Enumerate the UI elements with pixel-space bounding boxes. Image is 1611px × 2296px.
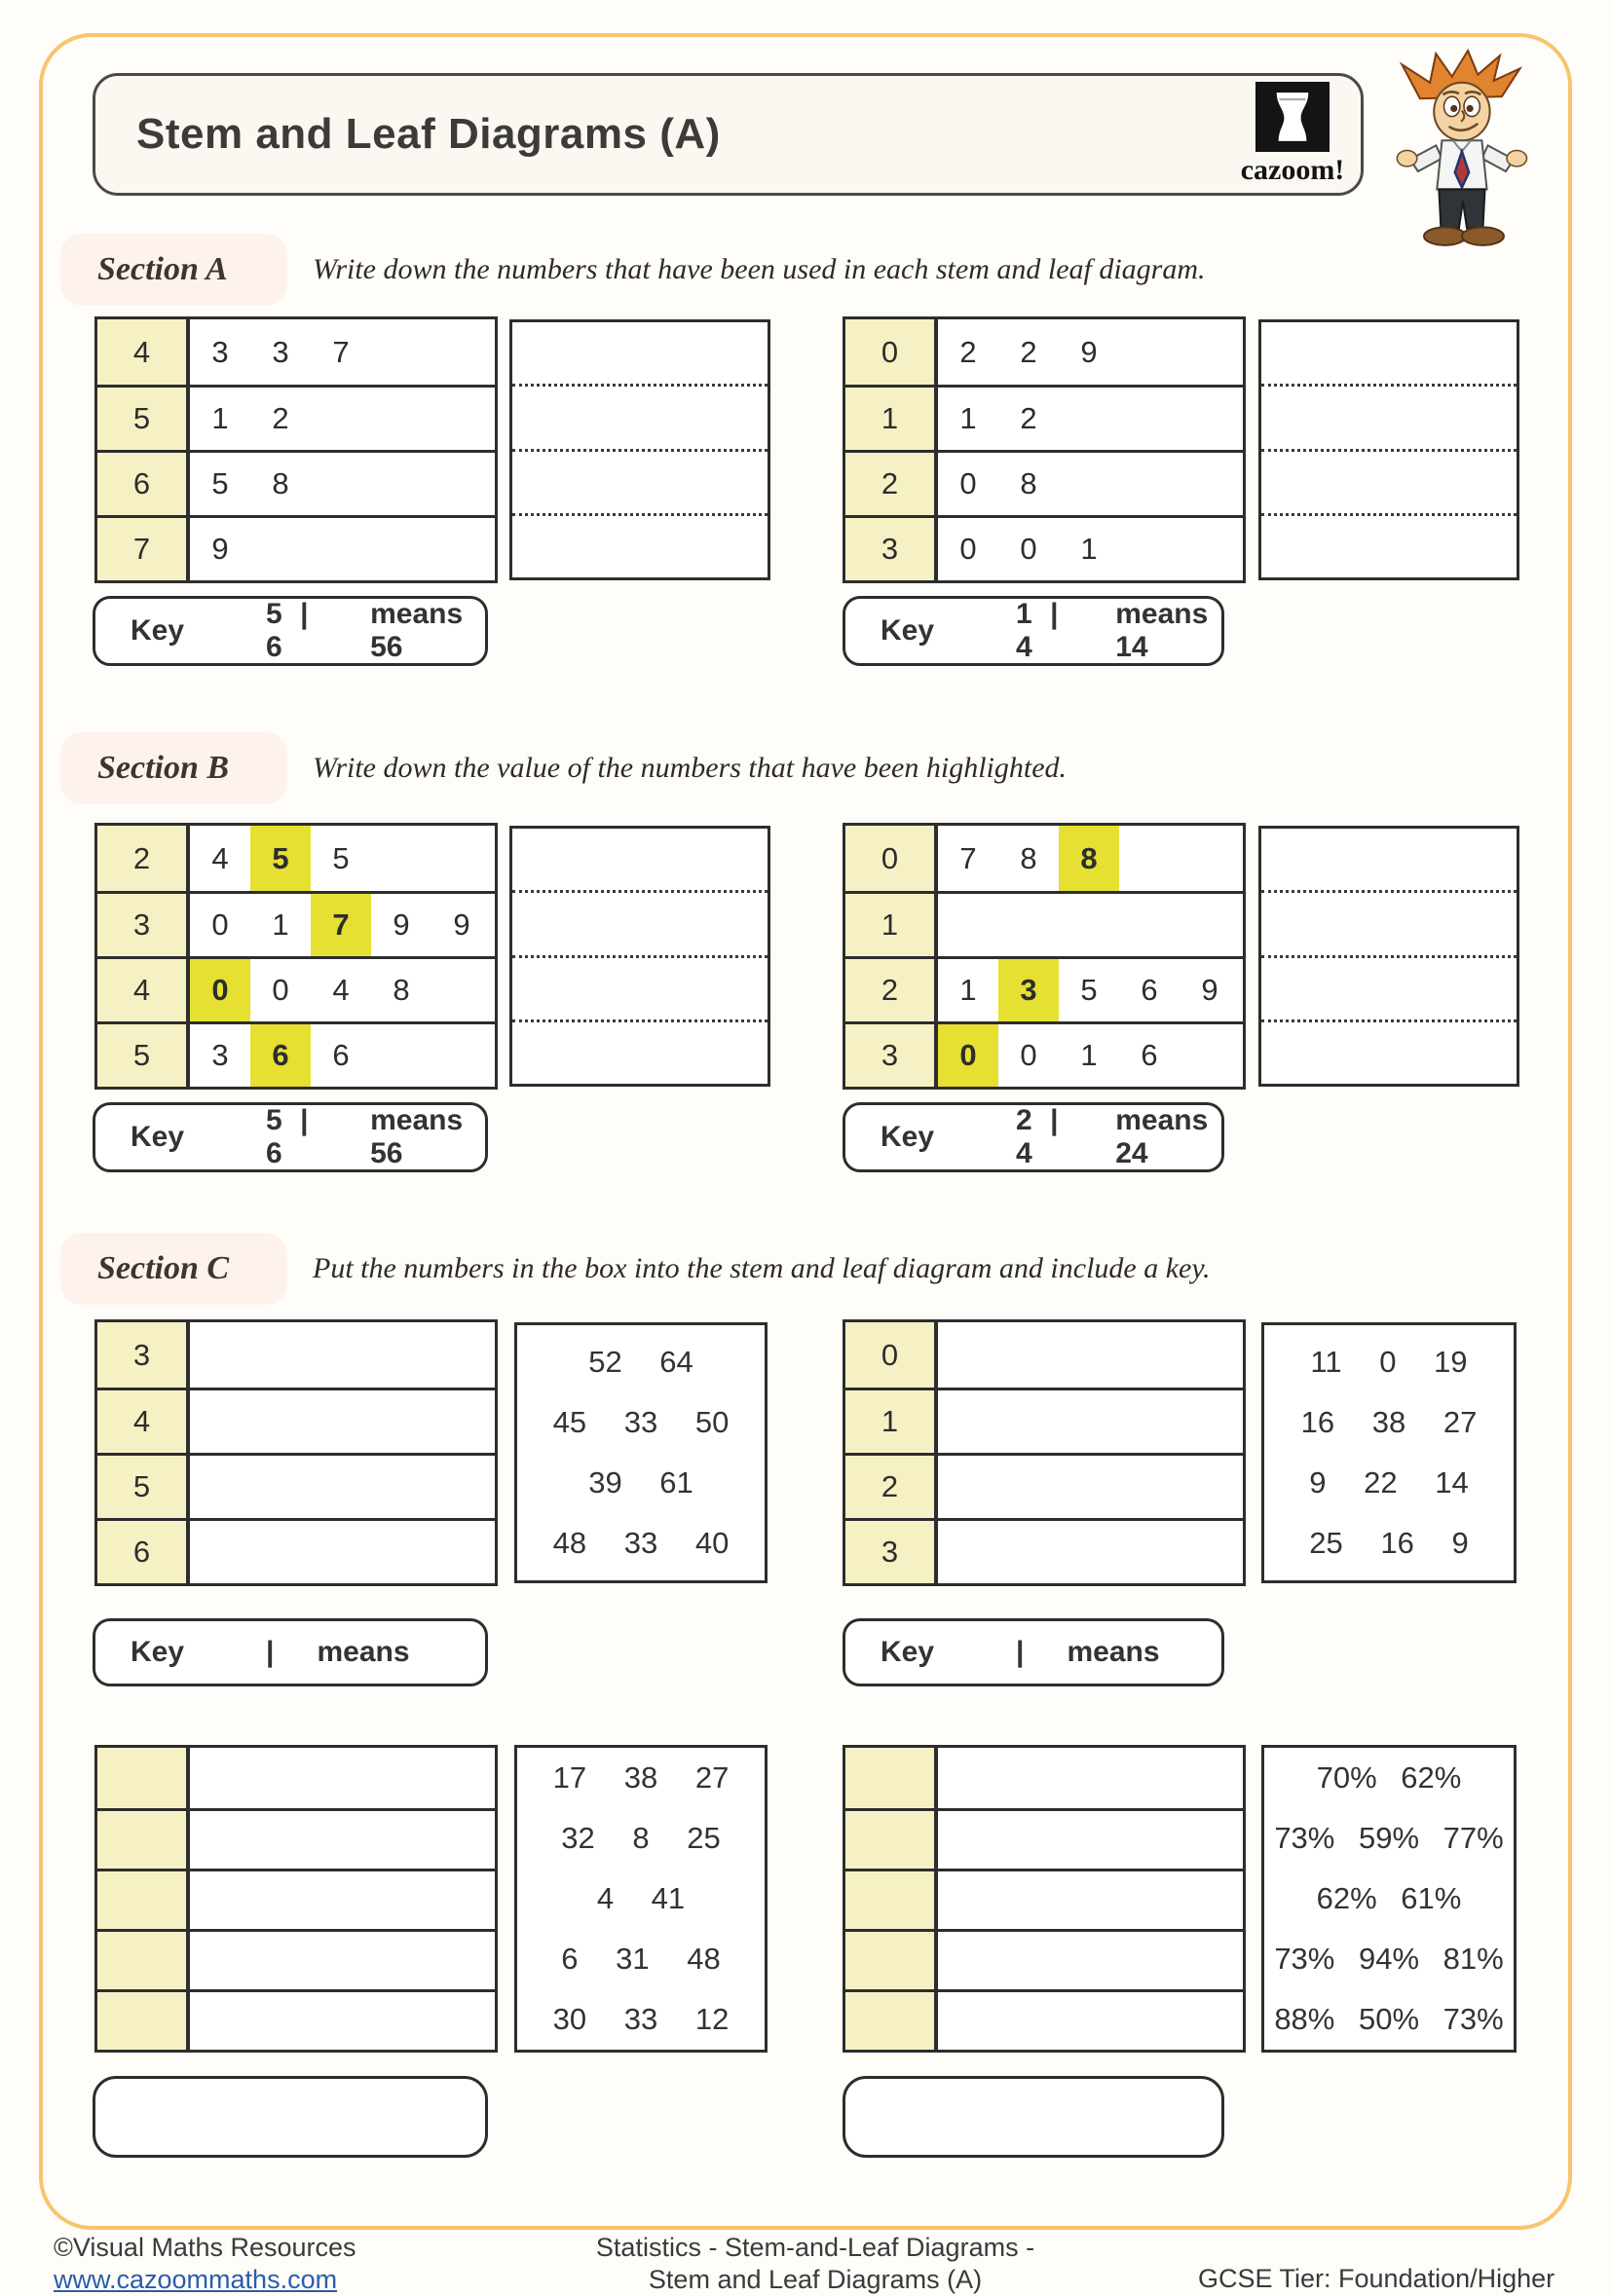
stem-cell: 3 xyxy=(845,518,938,580)
leaf-value: 9 xyxy=(1201,973,1218,1007)
leaf-value: 8 xyxy=(1020,840,1037,875)
leaf-value: 3 xyxy=(211,334,229,369)
number-line: 25 16 9 xyxy=(1309,1526,1469,1560)
key-example: 2 | 4 xyxy=(1016,1104,1059,1169)
footer-website-link[interactable]: www.cazoommaths.com xyxy=(54,2265,338,2294)
section-c-instruction: Put the numbers in the box into the stem and leaf diagram and include a key. xyxy=(313,1252,1211,1284)
leaf-cells xyxy=(938,388,1243,450)
table-row xyxy=(845,319,1243,385)
leaf-value: 7 xyxy=(959,840,977,875)
stem-leaf-table-b1 xyxy=(94,823,498,1090)
leaf-value-highlighted: 7 xyxy=(311,894,371,956)
key-label: Key xyxy=(131,1121,185,1153)
footer-credit-text: ©Visual Maths Resources xyxy=(54,2233,356,2262)
leaf-cells-empty xyxy=(938,1992,1243,2050)
number-line: 11 0 19 xyxy=(1310,1345,1468,1379)
leaf-cells-empty xyxy=(938,1748,1243,1808)
numbers-box-c4 xyxy=(1261,1745,1517,2053)
leaf-value-highlighted: 0 xyxy=(938,1024,998,1087)
leaf-cells xyxy=(190,453,495,515)
leaf-value: 7 xyxy=(332,334,350,369)
stem-cell-empty xyxy=(845,1748,938,1808)
footer-topic-line2: Stem and Leaf Diagrams (A) xyxy=(648,2265,983,2294)
leaf-value-highlighted: 0 xyxy=(190,959,250,1021)
leaf-value: 8 xyxy=(272,466,289,500)
answer-line xyxy=(1261,452,1517,516)
leaf-cells-empty xyxy=(938,1456,1243,1518)
leaf-cells xyxy=(190,894,495,956)
answer-line xyxy=(1261,387,1517,451)
key-example: | xyxy=(1016,1636,1025,1668)
table-row xyxy=(845,1989,1243,2050)
stem-cell: 3 xyxy=(845,1024,938,1087)
answer-line xyxy=(512,1022,768,1084)
leaf-value: 1 xyxy=(272,907,289,942)
leaf-cells-empty xyxy=(190,1390,495,1453)
leaf-value-highlighted: 6 xyxy=(250,1024,311,1087)
footer-topic xyxy=(474,2232,1156,2296)
number-line: 9 22 14 xyxy=(1309,1465,1469,1500)
leaf-value: 1 xyxy=(211,401,229,435)
table-row xyxy=(845,956,1243,1021)
leaf-cells-empty xyxy=(190,1932,495,1989)
leaf-value: 0 xyxy=(959,466,977,500)
table-row xyxy=(97,1388,495,1453)
stem-cell-empty xyxy=(845,1871,938,1929)
stem-cell-empty xyxy=(97,1932,190,1989)
stem-cell: 4 xyxy=(97,319,190,385)
leaf-cells-empty xyxy=(938,1390,1243,1453)
stem-cell: 4 xyxy=(97,959,190,1021)
stem-cell: 5 xyxy=(97,1456,190,1518)
leaf-value: 4 xyxy=(332,973,350,1007)
section-a-label xyxy=(60,234,287,306)
key-label: Key xyxy=(880,1121,935,1153)
answer-line xyxy=(512,893,768,957)
stem-cell: 2 xyxy=(97,826,190,891)
leaf-value: 1 xyxy=(1080,532,1098,566)
key-meaning: means 24 xyxy=(1115,1104,1209,1169)
table-row xyxy=(97,1869,495,1929)
table-row xyxy=(97,1322,495,1388)
key-meaning: means xyxy=(317,1636,410,1668)
leaf-value: 3 xyxy=(272,334,289,369)
stem-cell: 2 xyxy=(845,959,938,1021)
numbers-box-c3 xyxy=(514,1745,768,2053)
leaf-cells-empty xyxy=(190,1748,495,1808)
leaf-cells-empty xyxy=(190,1322,495,1388)
leaf-value: 2 xyxy=(1020,401,1037,435)
section-b-label xyxy=(60,732,287,804)
table-row xyxy=(97,1021,495,1087)
answer-box-b2 xyxy=(1258,826,1519,1087)
cazoom-logo-icon xyxy=(1255,82,1330,152)
stem-cell: 2 xyxy=(845,453,938,515)
leaf-value: 0 xyxy=(1020,532,1037,566)
stem-leaf-table-c1 xyxy=(94,1319,498,1586)
page-title: Stem and Leaf Diagrams (A) xyxy=(136,110,721,158)
leaf-value: 8 xyxy=(1020,466,1037,500)
leaf-cells-empty xyxy=(938,1322,1243,1388)
leaf-cells xyxy=(938,518,1243,580)
number-line: 16 38 27 xyxy=(1300,1405,1478,1439)
leaf-cells xyxy=(938,826,1243,891)
key-box-b2 xyxy=(843,1102,1224,1172)
table-row xyxy=(97,891,495,956)
table-row xyxy=(845,1322,1243,1388)
leaf-value: 2 xyxy=(272,401,289,435)
stem-cell: 0 xyxy=(845,319,938,385)
table-row xyxy=(845,1808,1243,1869)
leaf-cells-empty xyxy=(938,1932,1243,1989)
leaf-value-highlighted: 8 xyxy=(1059,826,1119,891)
number-line: 32 8 25 xyxy=(561,1821,721,1855)
leaf-value: 9 xyxy=(211,532,229,566)
stem-cell: 7 xyxy=(97,518,190,580)
number-line: 6 31 48 xyxy=(561,1942,721,1976)
answer-line xyxy=(1261,1022,1517,1084)
answer-line xyxy=(1261,829,1517,893)
key-box-c4-blank xyxy=(843,2076,1224,2158)
stem-cell: 3 xyxy=(845,1521,938,1583)
stem-leaf-table-c4 xyxy=(843,1745,1246,2053)
stem-cell-empty xyxy=(845,1932,938,1989)
key-box-c1 xyxy=(93,1618,488,1686)
section-c-header xyxy=(60,1233,1211,1305)
table-row xyxy=(97,319,495,385)
stem-cell: 1 xyxy=(845,1390,938,1453)
leaf-cells-empty xyxy=(190,1992,495,2050)
answer-line xyxy=(1261,516,1517,577)
leaf-value: 0 xyxy=(959,532,977,566)
key-example: | xyxy=(266,1636,275,1668)
leaf-cells-empty xyxy=(938,1811,1243,1869)
number-line: 45 33 50 xyxy=(552,1405,730,1439)
table-row xyxy=(97,1453,495,1518)
leaf-value: 0 xyxy=(272,973,289,1007)
leaf-cells-empty xyxy=(190,1456,495,1518)
answer-box-b1 xyxy=(509,826,770,1087)
leaf-cells xyxy=(938,894,1243,956)
table-row xyxy=(845,1748,1243,1808)
table-row xyxy=(845,1388,1243,1453)
leaf-value: 0 xyxy=(211,907,229,942)
leaf-cells xyxy=(938,319,1243,385)
leaf-cells xyxy=(190,518,495,580)
table-row xyxy=(97,515,495,580)
table-row xyxy=(97,1989,495,2050)
number-line: 62% 61% xyxy=(1316,1881,1462,1915)
key-label: Key xyxy=(131,614,185,647)
leaf-cells-empty xyxy=(938,1871,1243,1929)
leaf-cells-empty xyxy=(938,1521,1243,1583)
table-row xyxy=(845,385,1243,450)
stem-cell: 1 xyxy=(845,894,938,956)
stem-leaf-table-a1 xyxy=(94,316,498,583)
answer-line xyxy=(512,958,768,1022)
leaf-value: 6 xyxy=(1141,1038,1158,1072)
stem-cell-empty xyxy=(97,1748,190,1808)
key-example: 1 | 4 xyxy=(1016,598,1059,663)
number-line: 73% 94% 81% xyxy=(1274,1942,1504,1976)
leaf-cells-empty xyxy=(190,1871,495,1929)
answer-line xyxy=(1261,958,1517,1022)
leaf-cells xyxy=(190,319,495,385)
key-meaning: means 56 xyxy=(370,598,464,663)
stem-cell-empty xyxy=(97,1992,190,2050)
number-line: 39 61 xyxy=(588,1465,693,1500)
stem-cell: 3 xyxy=(97,1322,190,1388)
answer-line xyxy=(512,387,768,451)
table-row xyxy=(845,1869,1243,1929)
answer-box-a2 xyxy=(1258,319,1519,580)
cazoom-logo xyxy=(1229,82,1356,187)
leaf-value: 3 xyxy=(211,1038,229,1072)
leaf-cells xyxy=(938,1024,1243,1087)
key-example: 5 | 6 xyxy=(266,598,309,663)
stem-cell: 5 xyxy=(97,388,190,450)
number-line: 70% 62% xyxy=(1316,1760,1462,1795)
leaf-value-highlighted: 3 xyxy=(998,959,1059,1021)
table-row xyxy=(97,1929,495,1989)
stem-cell: 5 xyxy=(97,1024,190,1087)
leaf-value: 5 xyxy=(1080,973,1098,1007)
answer-line xyxy=(512,452,768,516)
leaf-value: 6 xyxy=(1141,973,1158,1007)
leaf-value: 5 xyxy=(211,466,229,500)
leaf-cells xyxy=(190,826,495,891)
table-row xyxy=(97,1748,495,1808)
footer-topic-line1: Statistics - Stem-and-Leaf Diagrams - xyxy=(595,2233,1035,2262)
table-row xyxy=(97,956,495,1021)
leaf-cells-empty xyxy=(190,1811,495,1869)
cazoom-logo-text: cazoom! xyxy=(1240,154,1345,186)
table-row xyxy=(845,1021,1243,1087)
key-box-a1 xyxy=(93,596,488,666)
leaf-value: 2 xyxy=(1020,334,1037,369)
stem-leaf-table-c2 xyxy=(843,1319,1246,1586)
leaf-value: 9 xyxy=(393,907,410,942)
section-c-label xyxy=(60,1233,287,1305)
stem-cell-empty xyxy=(845,1811,938,1869)
stem-cell: 1 xyxy=(845,388,938,450)
number-line: 4 41 xyxy=(596,1881,686,1915)
answer-line xyxy=(512,516,768,577)
stem-cell: 6 xyxy=(97,453,190,515)
leaf-value: 0 xyxy=(1020,1038,1037,1072)
numbers-box-c2 xyxy=(1261,1322,1517,1583)
stem-cell: 4 xyxy=(97,1390,190,1453)
stem-cell: 6 xyxy=(97,1521,190,1583)
number-line: 88% 50% 73% xyxy=(1274,2002,1504,2036)
key-meaning: means 56 xyxy=(370,1104,464,1169)
key-label: Key xyxy=(131,1636,185,1668)
table-row xyxy=(845,1518,1243,1583)
table-row xyxy=(845,891,1243,956)
table-row xyxy=(845,515,1243,580)
answer-line xyxy=(1261,893,1517,957)
leaf-value: 4 xyxy=(211,840,229,875)
leaf-value: 9 xyxy=(1080,334,1098,369)
section-b-instruction: Write down the value of the numbers that have been highlighted. xyxy=(313,752,1068,784)
leaf-cells xyxy=(190,388,495,450)
leaf-value-highlighted: 5 xyxy=(250,826,311,891)
answer-line xyxy=(512,322,768,387)
stem-cell: 0 xyxy=(845,1322,938,1388)
leaf-cells xyxy=(938,959,1243,1021)
key-label: Key xyxy=(880,1636,935,1668)
leaf-value: 1 xyxy=(959,973,977,1007)
section-a-instruction: Write down the numbers that have been used in each stem and leaf diagram. xyxy=(313,253,1206,285)
leaf-cells xyxy=(190,959,495,1021)
footer-credit xyxy=(54,2232,356,2296)
stem-leaf-table-c3 xyxy=(94,1745,498,2053)
stem-cell-empty xyxy=(97,1871,190,1929)
number-line: 17 38 27 xyxy=(552,1760,730,1795)
stem-leaf-table-b2 xyxy=(843,823,1246,1090)
key-box-c3-blank xyxy=(93,2076,488,2158)
leaf-cells-empty xyxy=(190,1521,495,1583)
key-box-a2 xyxy=(843,596,1224,666)
table-row xyxy=(97,1808,495,1869)
table-row xyxy=(845,1453,1243,1518)
leaf-value: 5 xyxy=(332,840,350,875)
cazoom-character-illustration xyxy=(1389,49,1541,253)
numbers-box-c1 xyxy=(514,1322,768,1583)
number-line: 73% 59% 77% xyxy=(1274,1821,1504,1855)
stem-cell-empty xyxy=(845,1992,938,2050)
leaf-value: 2 xyxy=(959,334,977,369)
table-row xyxy=(97,1518,495,1583)
section-a-header xyxy=(60,234,1206,306)
key-label: Key xyxy=(880,614,935,647)
leaf-cells xyxy=(938,453,1243,515)
table-row xyxy=(97,385,495,450)
key-meaning: means xyxy=(1067,1636,1160,1668)
number-line: 30 33 12 xyxy=(552,2002,730,2036)
stem-cell-empty xyxy=(97,1811,190,1869)
leaf-value: 6 xyxy=(332,1038,350,1072)
section-label-text: Section B xyxy=(97,750,230,786)
table-row xyxy=(845,1929,1243,1989)
number-line: 52 64 xyxy=(588,1345,693,1379)
table-row xyxy=(97,826,495,891)
key-box-c2 xyxy=(843,1618,1224,1686)
leaf-value: 8 xyxy=(393,973,410,1007)
table-row xyxy=(845,826,1243,891)
footer-tier: GCSE Tier: Foundation/Higher xyxy=(1198,2264,1555,2293)
stem-cell: 3 xyxy=(97,894,190,956)
table-row xyxy=(97,450,495,515)
answer-line xyxy=(1261,322,1517,387)
section-label-text: Section A xyxy=(97,251,228,287)
key-meaning: means 14 xyxy=(1115,598,1209,663)
table-row xyxy=(845,450,1243,515)
stem-cell: 0 xyxy=(845,826,938,891)
leaf-cells xyxy=(190,1024,495,1087)
section-label-text: Section C xyxy=(97,1250,230,1286)
section-b-header xyxy=(60,732,1067,804)
stem-leaf-table-a2 xyxy=(843,316,1246,583)
key-box-b1 xyxy=(93,1102,488,1172)
leaf-value: 1 xyxy=(959,401,977,435)
answer-box-a1 xyxy=(509,319,770,580)
key-example: 5 | 6 xyxy=(266,1104,309,1169)
leaf-value: 9 xyxy=(453,907,470,942)
leaf-value: 1 xyxy=(1080,1038,1098,1072)
stem-cell: 2 xyxy=(845,1456,938,1518)
number-line: 48 33 40 xyxy=(552,1526,730,1560)
answer-line xyxy=(512,829,768,893)
